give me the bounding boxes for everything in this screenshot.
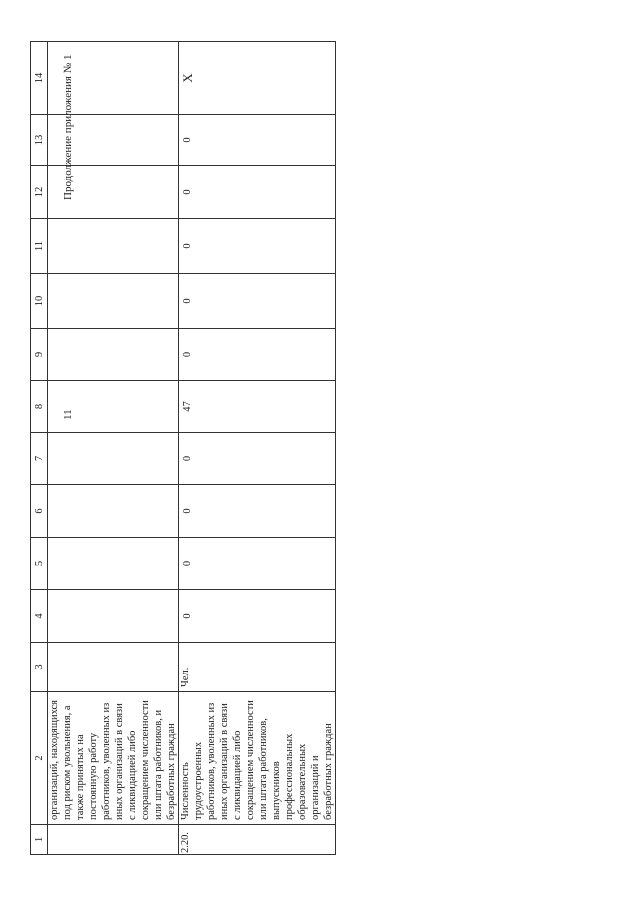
page-number: 11 [62,409,74,420]
value-cell [48,485,179,538]
row-description: организаций, находящихся под риском увольнения, а также принятых на постоянную работу работников, уволенных из иных организаций в связи с ликвидацией либо сокращением численности или штата работников, и безработных граждан [48,692,179,825]
value-cell: X [179,42,336,115]
value-cell: 0 [179,329,336,381]
col-header: 8 [31,381,48,433]
col-header: 9 [31,329,48,381]
value-cell: 0 [179,166,336,219]
value-cell: 47 [179,381,336,433]
row-description: Численность трудоустроенных работников, уволенных из иных организаций в связи с ликвидацией либо сокращением численности или штата работников, выпускников профессиональных образовательных организаций и безработных граждан [179,692,336,825]
col-header: 4 [31,590,48,643]
table-row [48,42,179,855]
col-header: 1 [31,825,48,855]
appendix-note: Продолжение приложения № 1 [62,54,74,200]
value-cell [48,538,179,590]
value-cell [48,590,179,643]
table-row [179,42,336,855]
value-cell: 0 [179,115,336,166]
value-cell: 0 [179,590,336,643]
data-table [30,41,336,855]
row-number [48,825,179,855]
column-number-row [31,42,48,855]
col-header: 3 [31,643,48,692]
col-header: 5 [31,538,48,590]
col-header: 6 [31,485,48,538]
value-cell: 0 [179,219,336,274]
value-cell [48,42,179,115]
value-cell: 0 [179,538,336,590]
col-header: 14 [31,42,48,115]
row-unit [48,643,179,692]
col-header: 12 [31,166,48,219]
col-header: 2 [31,692,48,825]
col-header: 13 [31,115,48,166]
value-cell: 0 [179,274,336,329]
col-header: 11 [31,219,48,274]
col-header: 7 [31,433,48,485]
col-header: 10 [31,274,48,329]
value-cell [48,381,179,433]
value-cell [48,329,179,381]
value-cell [48,166,179,219]
value-cell [48,115,179,166]
value-cell [48,433,179,485]
value-cell [48,274,179,329]
value-cell: 0 [179,433,336,485]
row-unit: Чел. [179,643,336,692]
value-cell: 0 [179,485,336,538]
row-number: 2.20. [179,825,336,855]
value-cell [48,219,179,274]
